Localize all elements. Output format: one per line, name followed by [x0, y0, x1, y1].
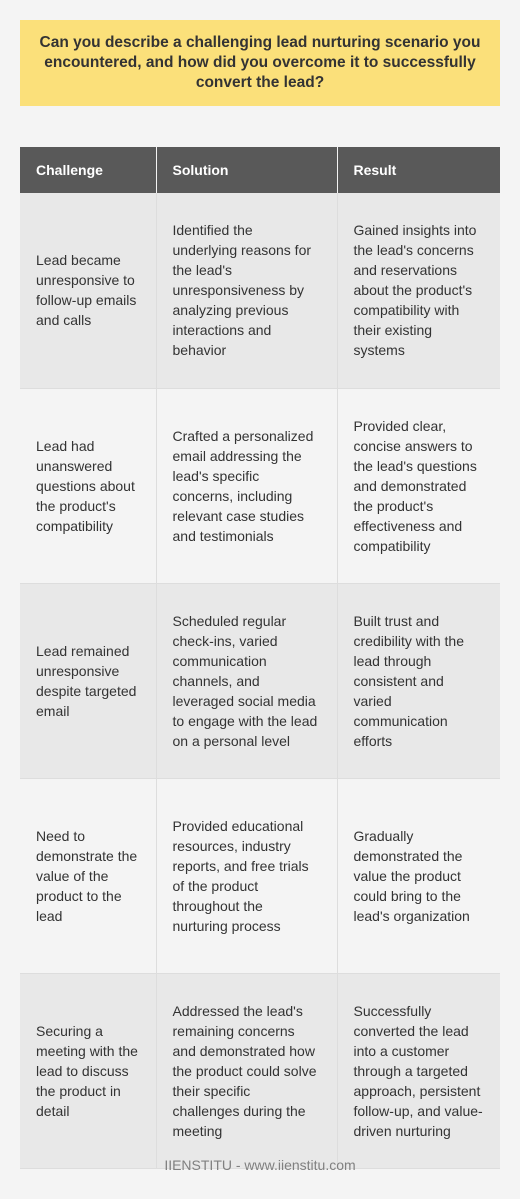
header-solution: Solution — [156, 147, 337, 193]
solution-cell: Scheduled regular check-ins, varied communication channels, and leveraged social media to engage with the lead on a personal level — [156, 583, 337, 778]
table-row — [20, 388, 500, 583]
challenge-cell: Need to demonstrate the value of the product to the lead — [20, 778, 156, 973]
table-row — [20, 973, 500, 1168]
header-challenge: Challenge — [20, 147, 156, 193]
table-row — [20, 193, 500, 388]
challenge-solution-table — [20, 147, 500, 1169]
table-header-row — [20, 147, 500, 193]
result-cell: Gained insights into the lead's concerns and reservations about the product's compatibility with their existing systems — [337, 193, 500, 388]
result-cell: Built trust and credibility with the lead through consistent and varied communication efforts — [337, 583, 500, 778]
table-row — [20, 778, 500, 973]
solution-cell: Addressed the lead's remaining concerns and demonstrated how the product could solve their specific challenges during the meeting — [156, 973, 337, 1168]
footer-credit: IIENSTITU - www.iienstitu.com — [164, 1157, 356, 1173]
challenge-cell: Lead remained unresponsive despite targeted email — [20, 583, 156, 778]
solution-cell: Identified the underlying reasons for the lead's unresponsiveness by analyzing previous interactions and behavior — [156, 193, 337, 388]
solution-cell: Provided educational resources, industry reports, and free trials of the product throughout the nurturing process — [156, 778, 337, 973]
solution-cell: Crafted a personalized email addressing the lead's specific concerns, including relevant case studies and testimonials — [156, 388, 337, 583]
question-title: Can you describe a challenging lead nurturing scenario you encountered, and how did you overcome it to successfully convert the lead? — [20, 20, 500, 106]
challenge-cell: Lead became unresponsive to follow-up emails and calls — [20, 193, 156, 388]
header-result: Result — [337, 147, 500, 193]
result-cell: Gradually demonstrated the value the product could bring to the lead's organization — [337, 778, 500, 973]
result-cell: Successfully converted the lead into a customer through a targeted approach, persistent follow-up, and value-driven nurturing — [337, 973, 500, 1168]
challenge-cell: Securing a meeting with the lead to discuss the product in detail — [20, 973, 156, 1168]
challenge-cell: Lead had unanswered questions about the product's compatibility — [20, 388, 156, 583]
table-row — [20, 583, 500, 778]
result-cell: Provided clear, concise answers to the lead's questions and demonstrated the product's effectiveness and compatibility — [337, 388, 500, 583]
